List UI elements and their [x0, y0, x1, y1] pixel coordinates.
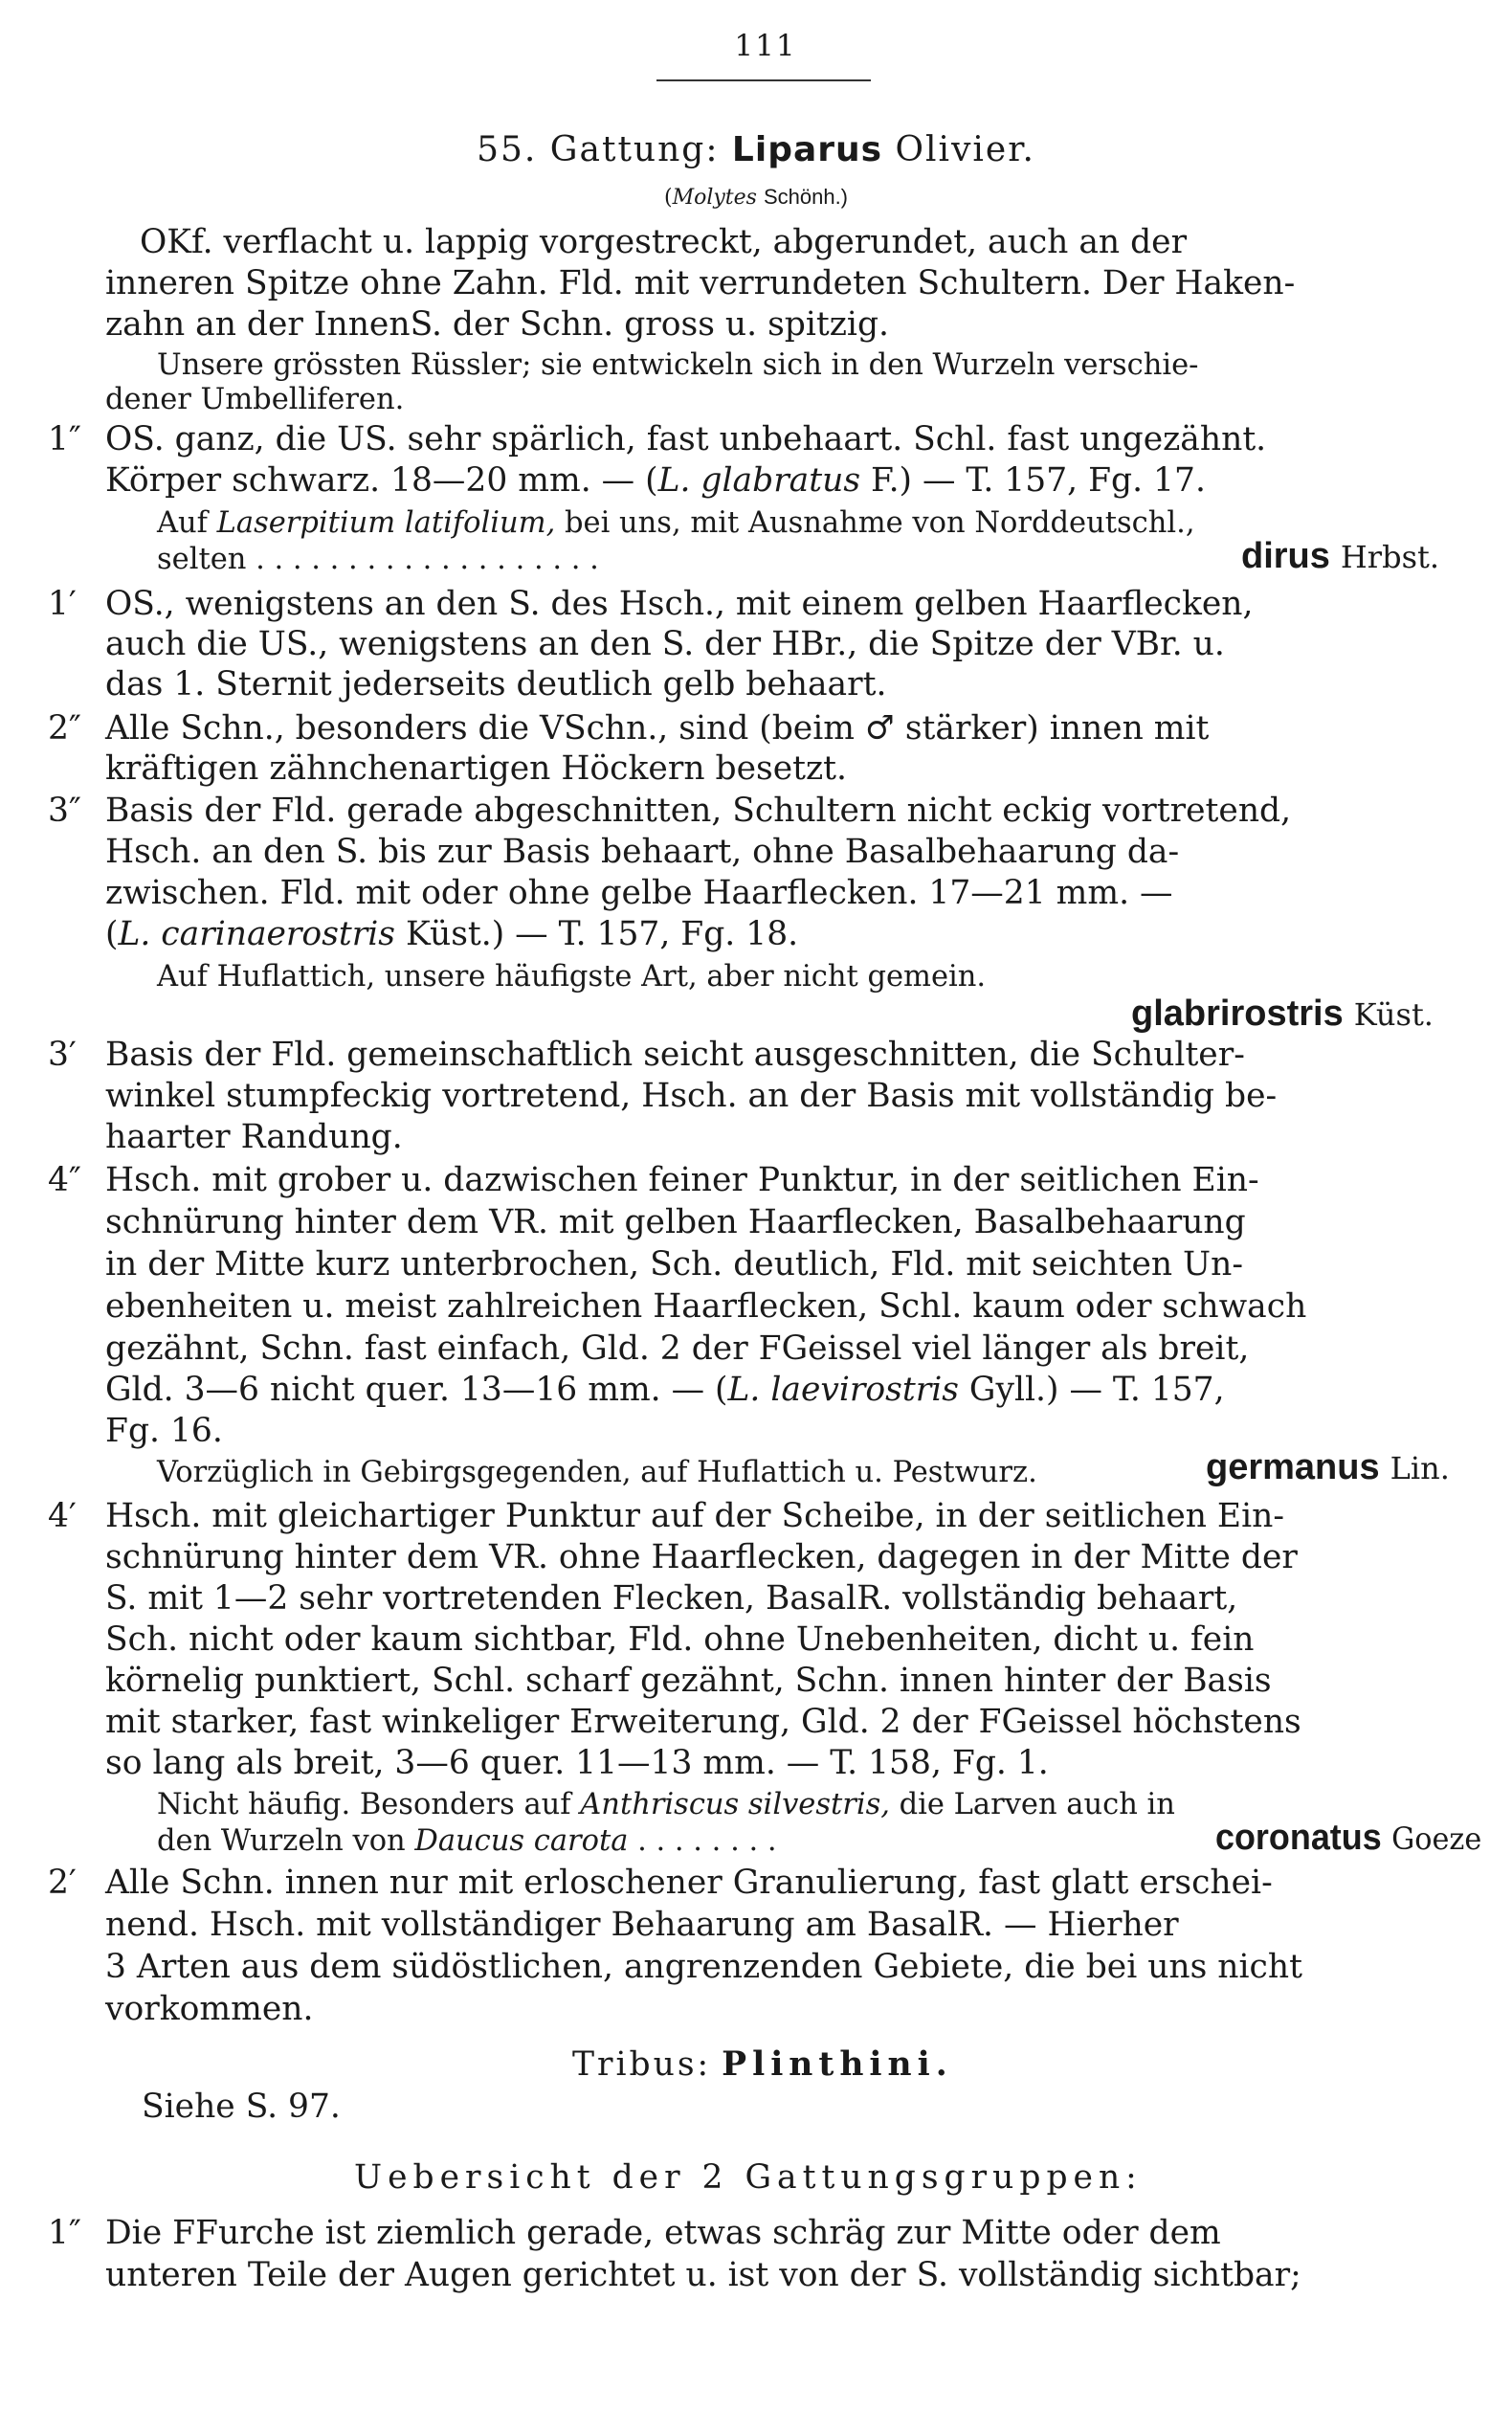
- species-entry: [1206, 1447, 1450, 1488]
- species-author: Hrbst.: [1340, 539, 1440, 575]
- text-line: inneren Spitze ohne Zahn. Fld. mit verrundeten Schultern. Der Haken-: [105, 264, 1296, 302]
- key-text-line: Körper schwarz. 18—20 mm. — (L. glabratus F.) — T. 157, Fg. 17.: [105, 461, 1206, 500]
- habitat-line: Unsere grössten Rüssler; sie entwickeln sich in den Wurzeln verschie-: [157, 348, 1199, 382]
- key-text-line: Alle Schn. innen nur mit erloschener Granulierung, fast glatt erschei-: [105, 1864, 1273, 1902]
- key-text-line: unteren Teile der Augen gerichtet u. ist von der S. vollständig sichtbar;: [105, 2256, 1301, 2294]
- key-text-line: schnürung hinter dem VR. mit gelben Haarflecken, Basalbehaarung: [105, 1203, 1246, 1241]
- key-text-line: Gld. 3—6 nicht quer. 13—16 mm. — (L. laevirostris Gyll.) — T. 157,: [105, 1371, 1225, 1409]
- species-author: Lin.: [1390, 1450, 1450, 1486]
- key-text-line: Basis der Fld. gerade abgeschnitten, Schultern nicht eckig vortretend,: [105, 792, 1292, 830]
- habitat-line: den Wurzeln von Daucus carota . . . . . . . .: [157, 1824, 777, 1858]
- genus-name: Liparus: [731, 130, 883, 169]
- key-text-line: körnelig punktiert, Schl. scharf gezähnt, Schn. innen hinter der Basis: [105, 1662, 1272, 1700]
- key-text-line: ebenheiten u. meist zahlreichen Haarflecken, Schl. kaum oder schwach: [105, 1287, 1307, 1326]
- synonym-author: Schönh.): [763, 185, 849, 209]
- genus-number: 55. Gattung:: [477, 130, 720, 169]
- key-text-line: kräftigen zähnchenartigen Höckern besetzt.: [105, 749, 848, 788]
- habitat-line: Auf Laserpitium latifolium, bei uns, mit Ausnahme von Norddeutschl.,: [157, 506, 1195, 540]
- key-number: 2″: [48, 709, 81, 748]
- species-name: dirus: [1241, 536, 1330, 576]
- habitat-line: dener Umbelliferen.: [105, 383, 405, 416]
- key-text-line: mit starker, fast winkeliger Erweiterung, Gld. 2 der FGeissel höchstens: [105, 1703, 1301, 1741]
- species-entry: [1131, 994, 1434, 1035]
- genus-heading: [0, 130, 1512, 169]
- key-text-line: Hsch. an den S. bis zur Basis behaart, ohne Basalbehaarung da-: [105, 833, 1180, 871]
- key-text-line: gezähnt, Schn. fast einfach, Gld. 2 der FGeissel viel länger als breit,: [105, 1329, 1250, 1368]
- species-author: Goeze: [1391, 1820, 1482, 1857]
- tribus-name: Plinthini.: [722, 2045, 953, 2084]
- header-rule: [656, 79, 871, 81]
- key-text-line: Hsch. mit gleichartiger Punktur auf der Scheibe, in der seitlichen Ein-: [105, 1497, 1285, 1535]
- key-text-line: vorkommen.: [105, 1990, 314, 2028]
- tribus-heading: [572, 2044, 953, 2085]
- text-line: OKf. verflacht u. lappig vorgestreckt, abgerundet, auch an der: [140, 223, 1188, 261]
- synonym-line: (Molytes Schönh.): [663, 185, 849, 210]
- key-text-line: haarter Randung.: [105, 1118, 403, 1156]
- key-text-line: nend. Hsch. mit vollständiger Behaarung am BasalR. — Hierher: [105, 1906, 1179, 1944]
- cross-reference: Siehe S. 97.: [142, 2088, 341, 2126]
- key-text-line: das 1. Sternit jederseits deutlich gelb behaart.: [105, 665, 887, 703]
- key-text-line: auch die US., wenigstens an den S. der HBr., die Spitze der VBr. u.: [105, 625, 1225, 663]
- key-text-line: in der Mitte kurz unterbrochen, Sch. deutlich, Fld. mit seichten Un-: [105, 1245, 1244, 1284]
- species-name: coronatus: [1215, 1818, 1382, 1858]
- key-text-line: (L. carinaerostris Küst.) — T. 157, Fg. 18.: [105, 915, 799, 953]
- key-text-line: schnürung hinter dem VR. ohne Haarflecken, dagegen in der Mitte der: [105, 1538, 1298, 1576]
- synonym-name: Molytes: [672, 186, 757, 210]
- genus-author: Olivier.: [895, 130, 1035, 169]
- species-entry: [1241, 536, 1439, 577]
- key-text-line: winkel stumpfeckig vortretend, Hsch. an der Basis mit vollständig be-: [105, 1077, 1278, 1115]
- habitat-line: Nicht häufig. Besonders auf Anthriscus silvestris, die Larven auch in: [157, 1788, 1175, 1821]
- key-text-line: Fg. 16.: [105, 1412, 223, 1450]
- section-heading: Uebersicht der 2 Gattungsgruppen:: [354, 2158, 1143, 2197]
- tribus-label: Tribus:: [572, 2045, 712, 2084]
- key-number: 1″: [48, 420, 81, 458]
- key-text-line: zwischen. Fld. mit oder ohne gelbe Haarflecken. 17—21 mm. —: [105, 874, 1173, 912]
- habitat-line: selten . . . . . . . . . . . . . . . . . . .: [157, 543, 599, 576]
- species-italic: L. laevirostris: [727, 1371, 959, 1409]
- page-number: 111: [734, 29, 797, 63]
- key-text-line: OS. ganz, die US. sehr spärlich, fast unbehaart. Schl. fast ungezähnt.: [105, 420, 1267, 458]
- key-number: 1′: [48, 585, 77, 623]
- habitat-line: Auf Huflattich, unsere häufigste Art, aber nicht gemein.: [157, 960, 987, 994]
- key-number: 2′: [48, 1864, 77, 1902]
- species-author: Küst.: [1353, 996, 1434, 1033]
- key-text-line: Sch. nicht oder kaum sichtbar, Fld. ohne Unebenheiten, dicht u. fein: [105, 1620, 1255, 1659]
- species-name: glabrirostris: [1131, 994, 1344, 1034]
- key-number: 3″: [48, 792, 81, 830]
- key-number: 4′: [48, 1497, 77, 1535]
- text-line: zahn an der InnenS. der Schn. gross u. spitzig.: [105, 305, 890, 344]
- species-name: germanus: [1206, 1447, 1380, 1487]
- species-entry: [1215, 1818, 1481, 1859]
- key-text-line: Basis der Fld. gemeinschaftlich seicht ausgeschnitten, die Schulter-: [105, 1036, 1245, 1074]
- species-italic: L. glabratus: [657, 461, 861, 500]
- key-text-line: OS., wenigstens an den S. des Hsch., mit einem gelben Haarflecken,: [105, 585, 1254, 623]
- key-number: 4″: [48, 1161, 81, 1199]
- key-text-line: Alle Schn., besonders die VSchn., sind (beim ♂ stärker) innen mit: [105, 709, 1210, 748]
- key-text-line: so lang als breit, 3—6 quer. 11—13 mm. — T. 158, Fg. 1.: [105, 1744, 1049, 1782]
- habitat-line: Vorzüglich in Gebirgsgegenden, auf Huflattich u. Pestwurz.: [157, 1456, 1037, 1489]
- species-italic: L. carinaerostris: [118, 915, 395, 953]
- key-text-line: Die FFurche ist ziemlich gerade, etwas schräg zur Mitte oder dem: [105, 2214, 1221, 2252]
- key-number: 1″: [48, 2214, 81, 2252]
- key-text-line: S. mit 1—2 sehr vortretenden Flecken, BasalR. vollständig behaart,: [105, 1579, 1238, 1618]
- key-number: 3′: [48, 1036, 77, 1074]
- key-text-line: 3 Arten aus dem südöstlichen, angrenzenden Gebiete, die bei uns nicht: [105, 1948, 1302, 1986]
- male-symbol-icon: ♂: [864, 709, 895, 748]
- key-text-line: Hsch. mit grober u. dazwischen feiner Punktur, in der seitlichen Ein-: [105, 1161, 1259, 1199]
